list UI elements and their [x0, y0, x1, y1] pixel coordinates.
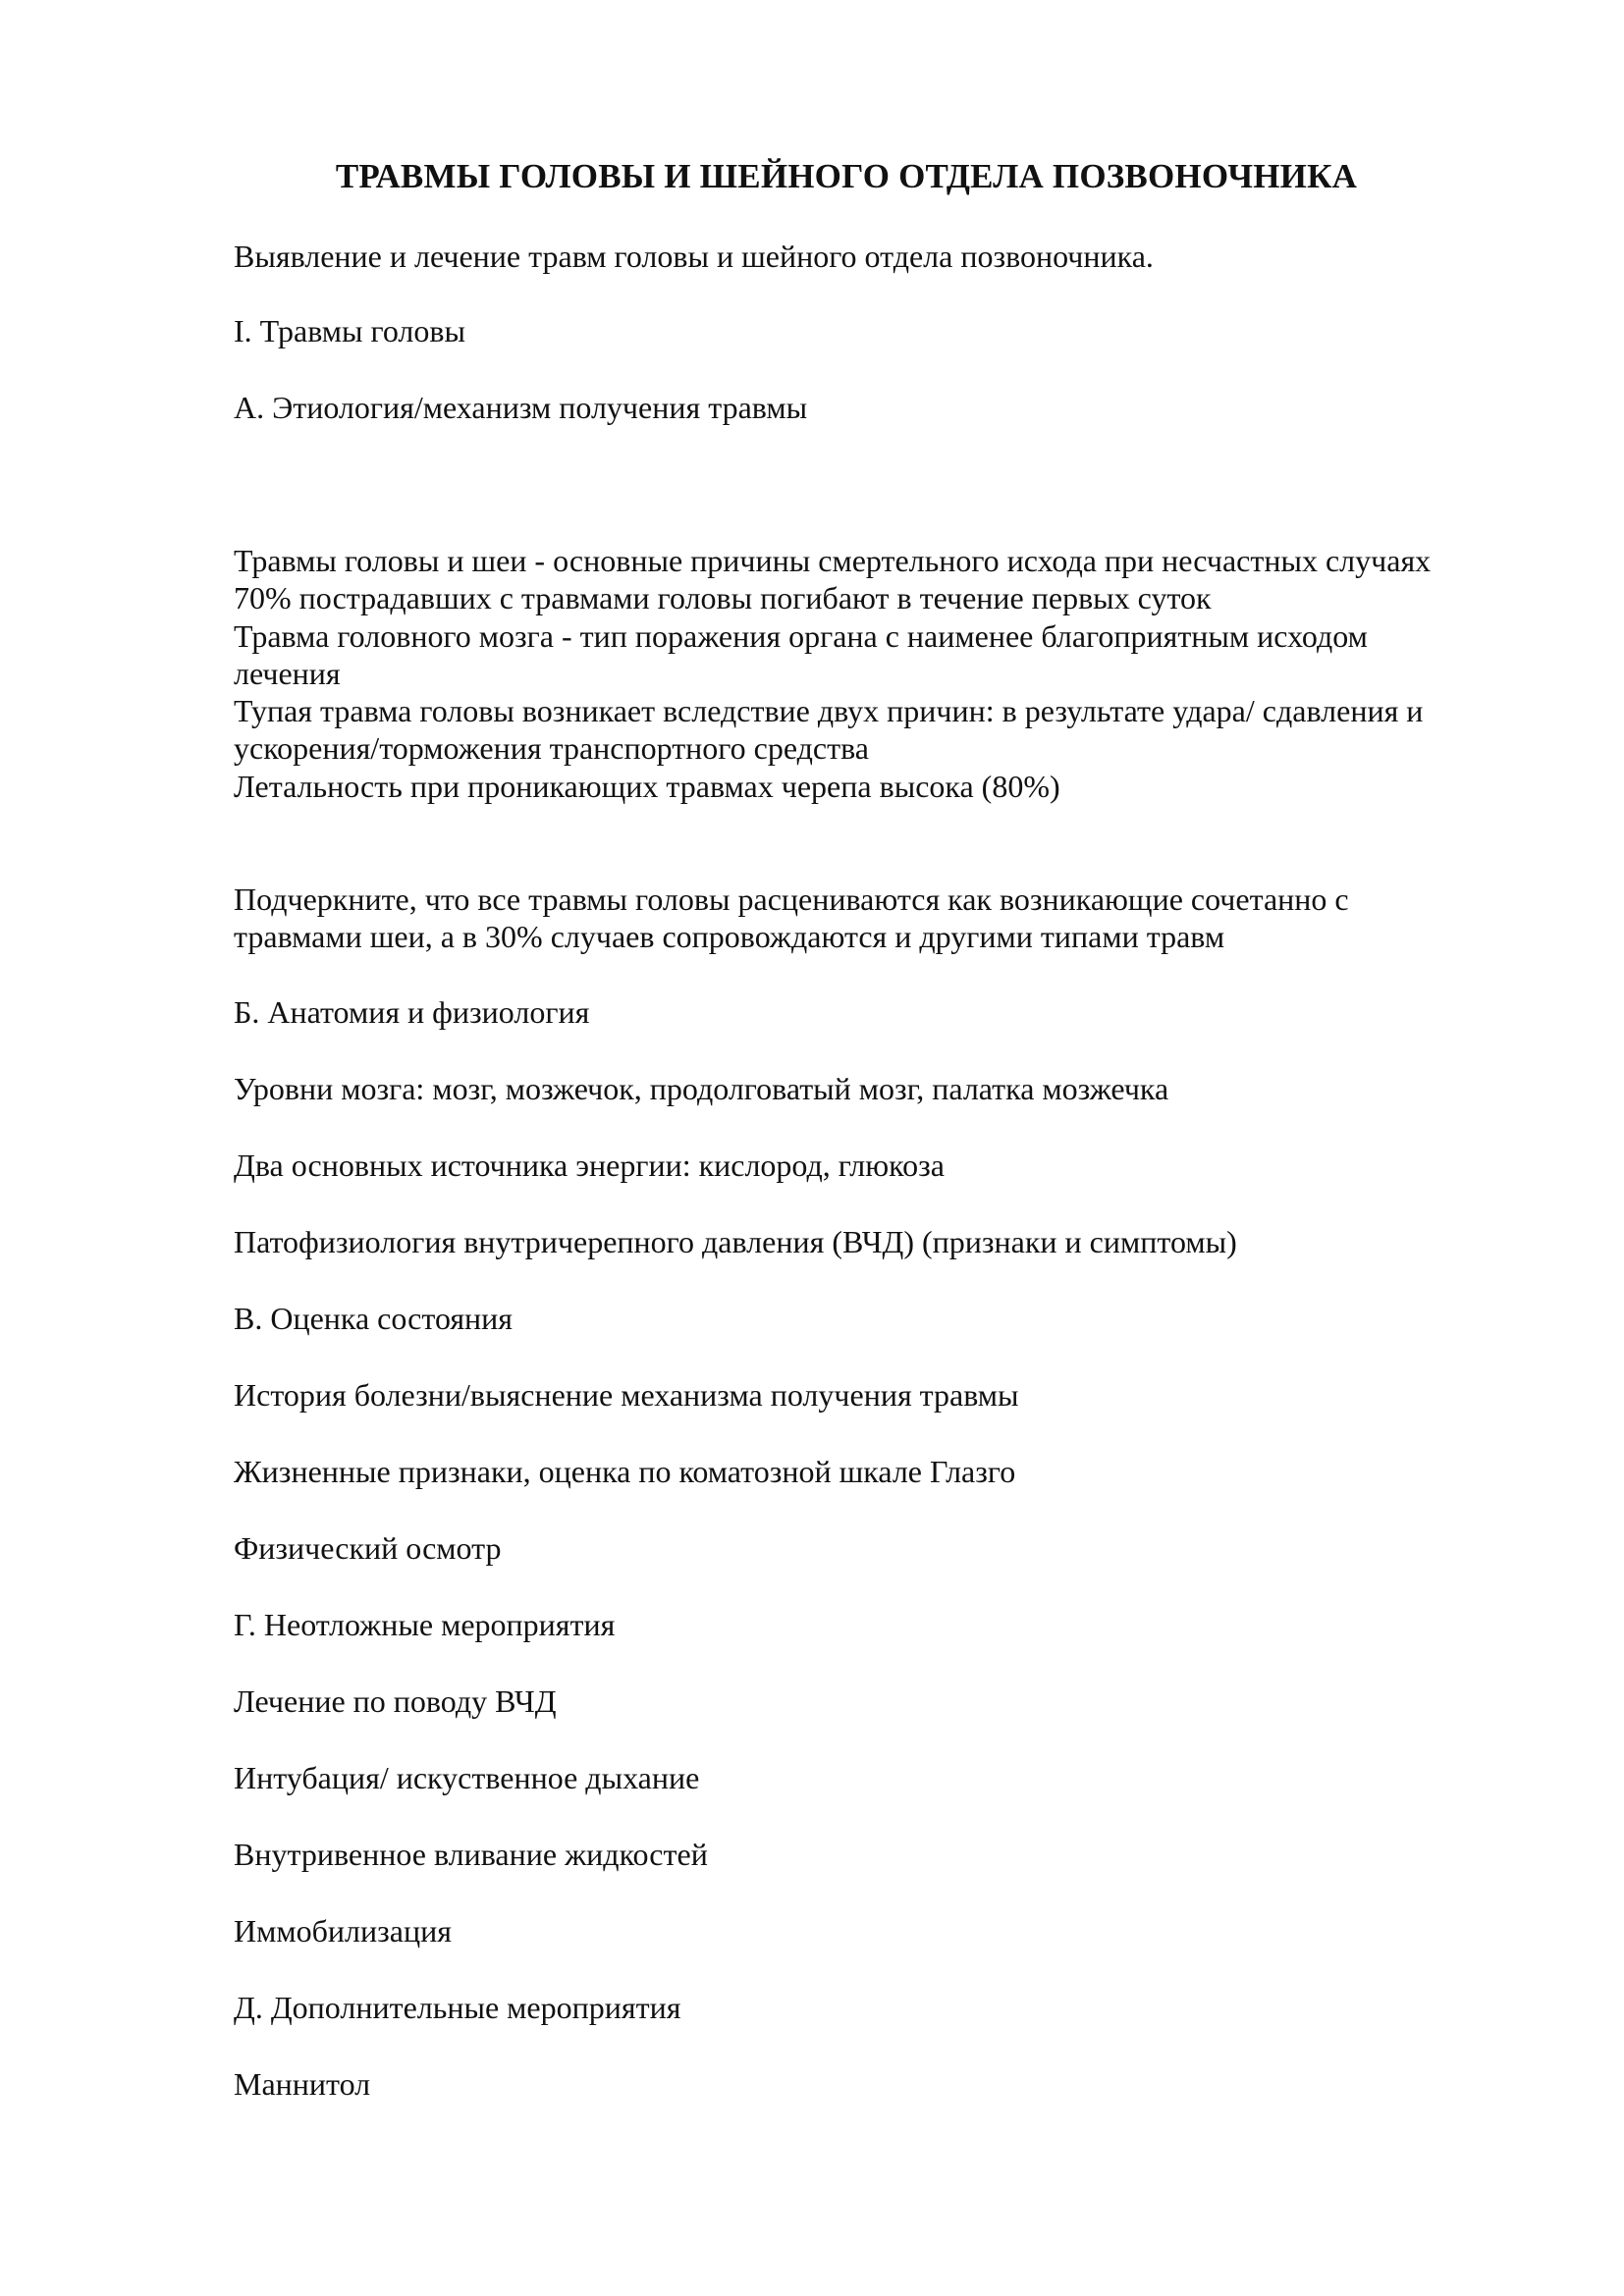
- subsection-heading-etiology: А. Этиология/механизм получения травмы: [234, 390, 808, 425]
- anatomy-item: Патофизиология внутричерепного давления (ВЧД) (признаки и симптомы): [234, 1224, 1237, 1259]
- assessment-item: История болезни/выяснение механизма получения травмы: [234, 1377, 1019, 1413]
- etiology-line: Травма головного мозга - тип поражения органа с наименее благоприятным исходом: [234, 617, 1368, 654]
- subsection-heading-assessment: В. Оценка состояния: [234, 1301, 514, 1336]
- urgent-item: Иммобилизация: [234, 1913, 452, 1949]
- additional-item: Маннитол: [234, 2066, 371, 2102]
- anatomy-item: Два основных источника энергии: кислород, глюкоза: [234, 1148, 945, 1183]
- note-line: Подчеркните, что все травмы головы расцениваются как возникающие сочетанно с: [234, 881, 1349, 917]
- subsection-heading-anatomy: Б. Анатомия и физиология: [234, 994, 590, 1030]
- etiology-line: лечения: [234, 655, 341, 691]
- intro-paragraph: Выявление и лечение травм головы и шейного отдела позвоночника.: [234, 239, 1154, 274]
- subsection-heading-additional: Д. Дополнительные мероприятия: [234, 1990, 681, 2025]
- document-title: ТРАВМЫ ГОЛОВЫ И ШЕЙНОГО ОТДЕЛА ПОЗВОНОЧНИКА: [335, 157, 1358, 195]
- etiology-line: ускорения/торможения транспортного средства: [234, 730, 869, 767]
- urgent-item: Интубация/ искуственное дыхание: [234, 1760, 700, 1795]
- assessment-item: Физический осмотр: [234, 1530, 502, 1566]
- section-heading-head-injuries: I. Травмы головы: [234, 313, 465, 348]
- note-line: травмами шеи, а в 30% случаев сопровождаются и другими типами травм: [234, 919, 1225, 955]
- urgent-item: Лечение по поводу ВЧД: [234, 1683, 557, 1719]
- etiology-line: Тупая травма головы возникает вследствие двух причин: в результате удара/ сдавления и: [234, 693, 1424, 729]
- etiology-line: 70% пострадавших с травмами головы погибают в течение первых суток: [234, 580, 1212, 616]
- urgent-item: Внутривенное вливание жидкостей: [234, 1837, 708, 1872]
- etiology-line: Летальность при проникающих травмах черепа высока (80%): [234, 768, 1060, 804]
- etiology-line: Травмы головы и шеи - основные причины смертельного исхода при несчастных случаях: [234, 543, 1432, 578]
- subsection-heading-urgent: Г. Неотложные мероприятия: [234, 1607, 616, 1642]
- assessment-item: Жизненные признаки, оценка по коматозной шкале Глазго: [234, 1454, 1016, 1489]
- note-paragraph: [234, 881, 1349, 956]
- etiology-paragraph: [234, 542, 1431, 805]
- anatomy-item: Уровни мозга: мозг, мозжечок, продолговатый мозг, палатка мозжечка: [234, 1071, 1169, 1106]
